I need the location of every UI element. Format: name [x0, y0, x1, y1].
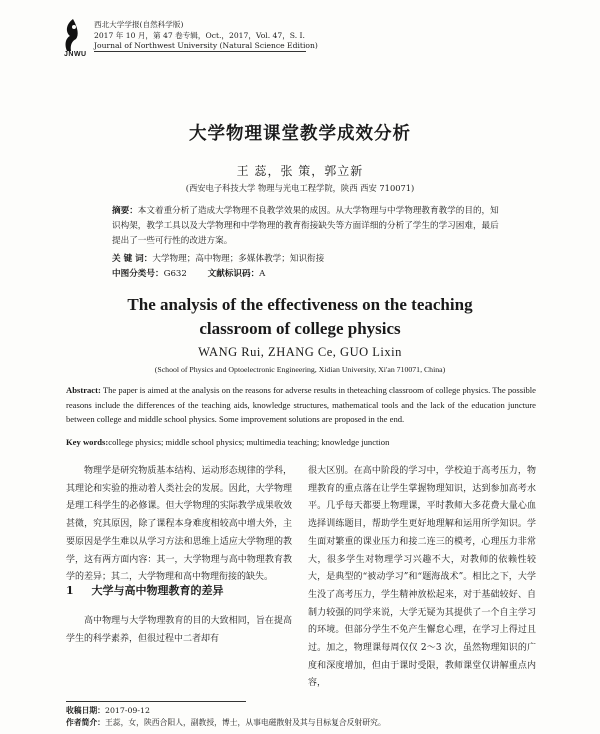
received-date — [66, 705, 150, 716]
author-bio — [66, 717, 386, 728]
journal-logo — [62, 18, 82, 52]
abstract-cn-text: 本文着重分析了造成大学物理不良教学效果的成因。从大学物理与中学物理教育教学的目的，知识构架，教学工具以及大学物理和中学物理的教育衔接缺失等方面详细的分析了学生的学习困难，最后提出了一些可行性的改进方案。 — [112, 206, 499, 246]
classification-value: G632 — [163, 269, 187, 279]
issue-info: 2017 年 10 月，第 47 卷专辑，Oct.，2017，Vol. 47，S. I. — [94, 31, 305, 40]
keywords-en — [66, 437, 536, 447]
classification-label: 中图分类号： — [112, 269, 164, 279]
author-bio-label: 作者简介： — [66, 718, 105, 727]
keywords-cn-text: 大学物理；高中物理；多媒体教学；知识衔接 — [152, 254, 325, 264]
abstract-en — [66, 383, 536, 427]
paper-title-en-line2: classroom of college physics — [199, 319, 401, 338]
author-bio-text: 王蕊，女，陕西合阳人，副教授，博士，从事电磁散射及其与目标复合反射研究。 — [104, 718, 386, 727]
section-1-heading — [66, 582, 224, 598]
abstract-en-label: Abstract: — [66, 385, 101, 395]
journal-name-en: Journal of Northwest University (Natural Science Edition) — [94, 41, 318, 50]
received-value: 2017-09-12 — [104, 706, 150, 715]
authors-en: WANG Rui, ZHANG Ce, GUO Lixin — [198, 345, 402, 359]
doc-code-value: A — [259, 269, 266, 279]
keywords-cn — [112, 252, 502, 264]
abstract-en-text: The paper is aimed at the analysis on the reasons for adverse results in theteaching classroom of college physics. The possible reasons include the differences of the teaching aids, knowledge structures, mathematical tools and the lack of the education juncture between college and middle school physics. Some improvement solutions are proposed in the end. — [66, 385, 536, 424]
classification-line — [112, 267, 502, 279]
header-rule — [94, 51, 306, 52]
body-right-column: 很大区别。在高中阶段的学习中，学校迫于高考压力，物理教育的重点落在让学生掌握物理知识，达到参加高考水平。几乎每天都要上物理课，平时教师大多花费大量心血选择训练题目，帮助学生更好地理解和运用所学知识。学生面对繁重的课业压力和接二连三的模考，心理压力非常大，很多学生对物理学习兴趣不大，对教师的依赖性较大，是典型的“被动学习”和“题海战术”。相比之下，大学生没了高考压力，学生精神放松起来，对于基础较好、自制力较强的同学来说，大学无疑为其提供了一个自主学习的环境。但部分学生不免产生懈怠心理，在学习上得过且过。加之，物理课每周仅仅 2～3 次，虽然物理知识的广度和深度增加，但由于课时受限，教师课堂仅讲解重点内容， — [308, 466, 536, 689]
abstract-cn-label: 摘要： — [112, 206, 138, 216]
doc-code-label: 文献标识码： — [207, 269, 260, 279]
abstract-cn — [112, 204, 502, 249]
section-1-title: 大学与高中物理教育的差异 — [91, 584, 224, 597]
journal-name-cn: 西北大学学报(自然科学版) — [94, 20, 184, 29]
received-label: 收稿日期： — [66, 706, 105, 715]
authors-cn: 王 蕊，张 策，郭立新 — [236, 164, 364, 178]
footnote-rule — [66, 701, 246, 702]
section-1-number: 1 — [66, 584, 74, 597]
keywords-en-text: college physics; middle school physics; multimedia teaching; knowledge junction — [108, 437, 390, 447]
affiliation-en: (School of Physics and Optoelectronic Engineering, Xidian University, Xi'an 710071, China) — [154, 365, 446, 374]
journal-logo-text: JNWU — [64, 51, 87, 58]
paper-title-en-line1: The analysis of the effectiveness on the teaching — [127, 295, 473, 314]
keywords-en-label: Key words: — [66, 437, 109, 447]
paper-title-en — [0, 293, 600, 341]
section-1-paragraph: 高中物理与大学物理教育的目的大致相同，旨在提高学生的科学素养，但很过程中二者却有 — [66, 616, 292, 644]
affiliation-cn: (西安电子科技大学 物理与光电工程学院，陕西 西安 710071) — [185, 183, 415, 193]
keywords-cn-label: 关 键 词： — [112, 254, 153, 264]
paper-title-cn: 大学物理课堂教学成效分析 — [189, 124, 411, 144]
body-intro-paragraph: 物理学是研究物质基本结构、运动形态规律的学科，其理论和实验的推动着人类社会的发展。因此，大学物理是理工科学生的必修课。但大学物理的实际教学成果收效甚微，究其原因，除了课程本身难度相较高中增大外，主要原因是学生难以从学习方法和思维上适应大学物理的教学，这有两方面内容：其一，大学物理与高中物理教育教学的差异；其二，大学物理和高中物理衔接的缺失。 — [66, 466, 292, 583]
